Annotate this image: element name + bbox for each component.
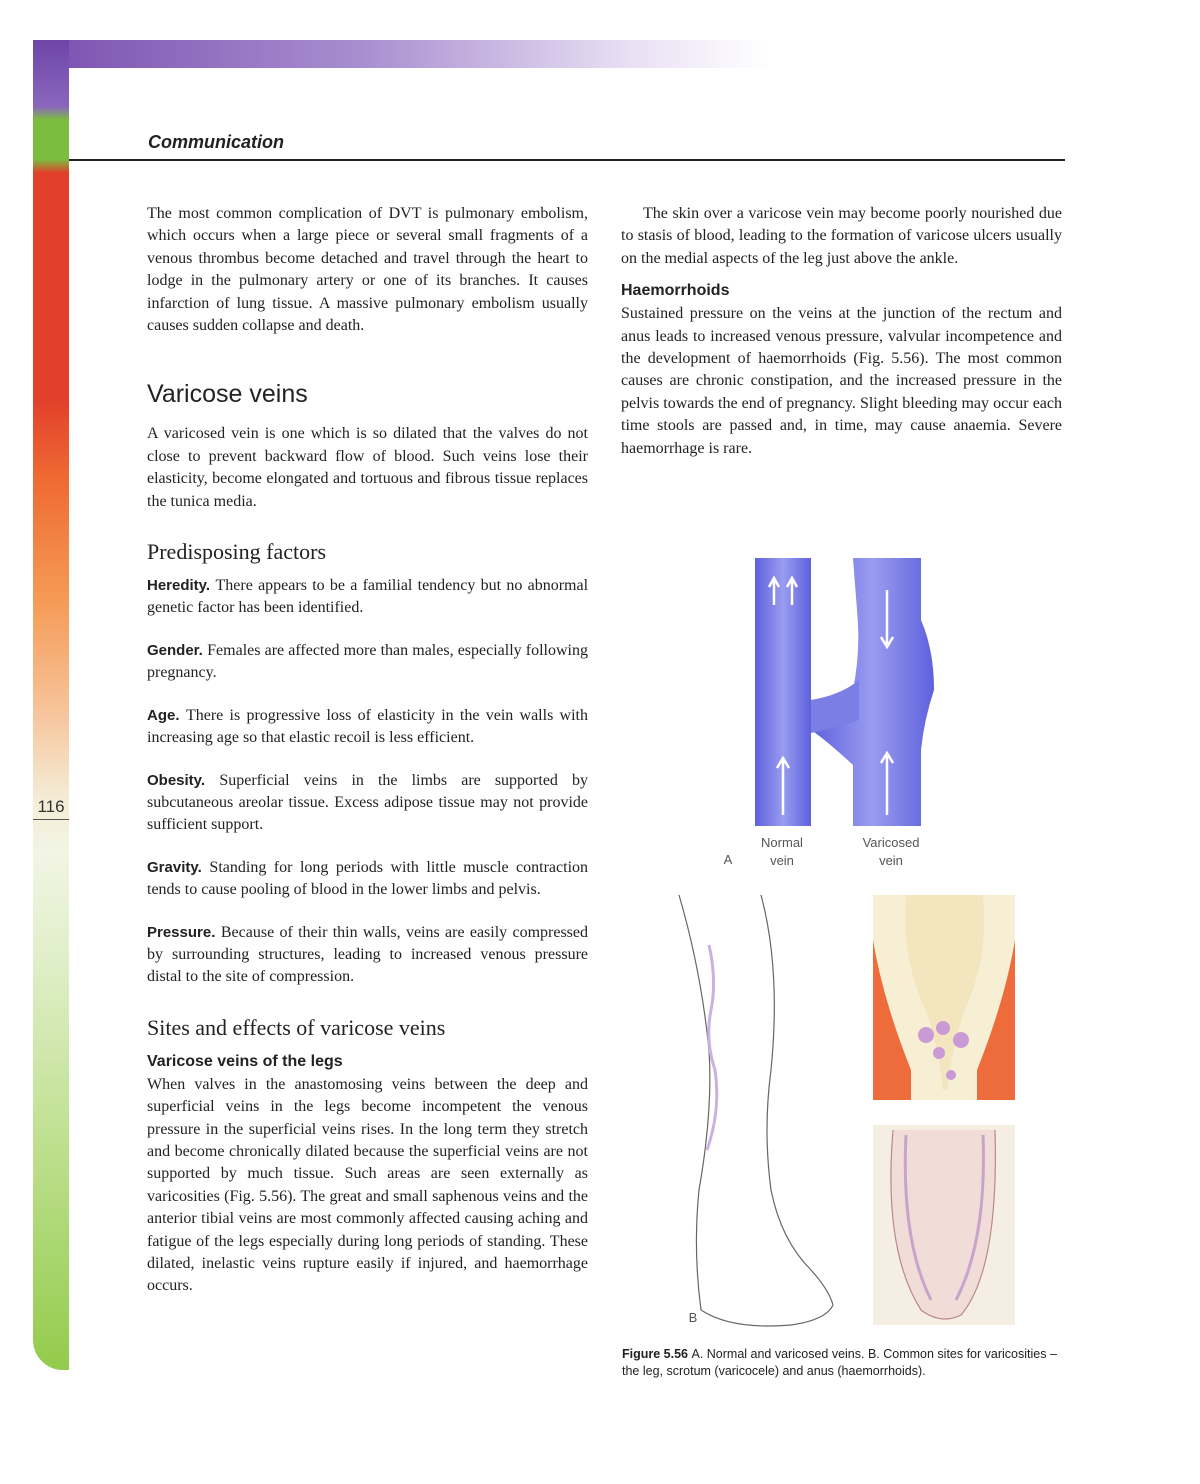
panel-a-label: A (723, 852, 733, 867)
running-head: Communication (148, 132, 285, 152)
normal-vein-label-1: Normal (761, 835, 803, 850)
vein-diagram-a (755, 558, 934, 826)
factor-term: Obesity. (147, 771, 206, 789)
anus-haemorrhoids-drawing (873, 895, 1015, 1100)
factor-text: Standing for long periods with little muscle contraction tends to cause pooling of blood in the lower limbs and pelvis. (147, 858, 589, 899)
vein-illustration (621, 550, 1062, 1350)
factor-text: Females are affected more than males, especially following pregnancy. (147, 641, 589, 682)
normal-vein-label-2: vein (770, 853, 794, 868)
factor-heredity (147, 575, 588, 620)
scrotum-varicocele-drawing (873, 1125, 1015, 1325)
factor-obesity (147, 770, 588, 837)
figure-5-56 (621, 550, 1062, 1350)
right-column (621, 203, 1062, 460)
top-color-band (33, 40, 771, 68)
caption-label: Figure 5.56 (622, 1347, 688, 1361)
factor-text: There is progressive loss of elasticity in the vein walls with increasing age so that elastic recoil is less efficient. (147, 706, 589, 747)
header-rule (69, 159, 1065, 161)
left-color-band (33, 40, 69, 1370)
factor-age (147, 705, 588, 750)
legs-heading: Varicose veins of the legs (147, 1052, 343, 1070)
factor-gender (147, 640, 588, 685)
haemorrhoids-paragraph: Sustained pressure on the veins at the junction of the rectum and anus leads to increased venous pressure, valvular incompetence and the development of haemorrhoids (Fig. 5.56). The most common causes are chronic constipation, and the increased pressure in the pelvis towards the end of pregnancy. Slight bleeding may occur each time stools are passed and, in time, may cause anaemia. Severe haemorrhage is rare. (621, 305, 1062, 457)
factor-text: There appears to be a familial tendency but no abnormal genetic factor has been identified. (147, 577, 589, 617)
factor-term: Pressure. (147, 923, 216, 941)
varicosed-vein-label-2: vein (879, 853, 903, 868)
intro-paragraph: The most common complication of DVT is pulmonary embolism, which occurs when a large piece or several small fragments of a venous thrombus become detached and travel through the heart to lodge in the pulmonary artery or one of its branches. It causes infarction of lung tissue. A massive pulmonary embolism usually causes sudden collapse and death. (147, 205, 588, 335)
leg-drawing (679, 895, 833, 1326)
predisposing-factors-heading: Predisposing factors (147, 539, 327, 565)
factor-text: Because of their thin walls, veins are easily compressed by surrounding structures, leading to increased venous pressure distal to the site of compression. (147, 923, 588, 986)
legs-paragraph: When valves in the anastomosing veins between the deep and superficial veins in the legs become incompetent the venous pressure in the superficial veins rises. In the long term they stretch and become chronically dilated because the superficial veins are not supported by much tissue. Such areas are seen externally as varicosities (Fig. 5.56). The great and small saphenous veins and the anterior tibial veins are most commonly affected causing aching and fatigue of the legs especially during long periods of standing. These dilated, inelastic veins rupture easily if injured, and haemorrhage occurs. (147, 1075, 588, 1295)
factor-text: Superficial veins in the limbs are supported by subcutaneous areolar tissue. Excess adipose tissue may not provide sufficient support. (147, 771, 589, 834)
varicosed-vein-shape (811, 558, 934, 826)
page-number: 116 (33, 797, 69, 820)
caption-text: A. Normal and varicosed veins. B. Common sites for varicosities – the leg, scrotum (varicocele) and anus (haemorrhoids). (622, 1347, 1057, 1378)
varicosed-vein-label-1: Varicosed (862, 835, 920, 850)
factor-term: Age. (147, 706, 180, 724)
factor-gravity (147, 857, 588, 902)
factor-term: Gravity. (147, 858, 202, 876)
figure-caption (622, 1346, 1062, 1380)
factor-term: Heredity. (147, 577, 211, 595)
factor-pressure (147, 922, 588, 989)
panel-b-label: B (688, 1310, 698, 1325)
varicose-intro-paragraph: A varicosed vein is one which is so dilated that the valves do not close to prevent backward flow of blood. Such veins lose their elasticity, become elongated and tortuous and fibrous tissue replaces the tunica media. (147, 425, 588, 510)
varicose-veins-heading: Varicose veins (147, 380, 308, 409)
ulcer-paragraph: The skin over a varicose vein may become poorly nourished due to stasis of blood, leading to the formation of varicose ulcers usually on the medial aspects of the leg just above the ankle. (621, 205, 1062, 267)
left-column (147, 203, 588, 1298)
sites-effects-heading: Sites and effects of varicose veins (147, 1014, 446, 1040)
haemorrhoids-heading: Haemorrhoids (621, 282, 730, 300)
factor-term: Gender. (147, 641, 203, 659)
